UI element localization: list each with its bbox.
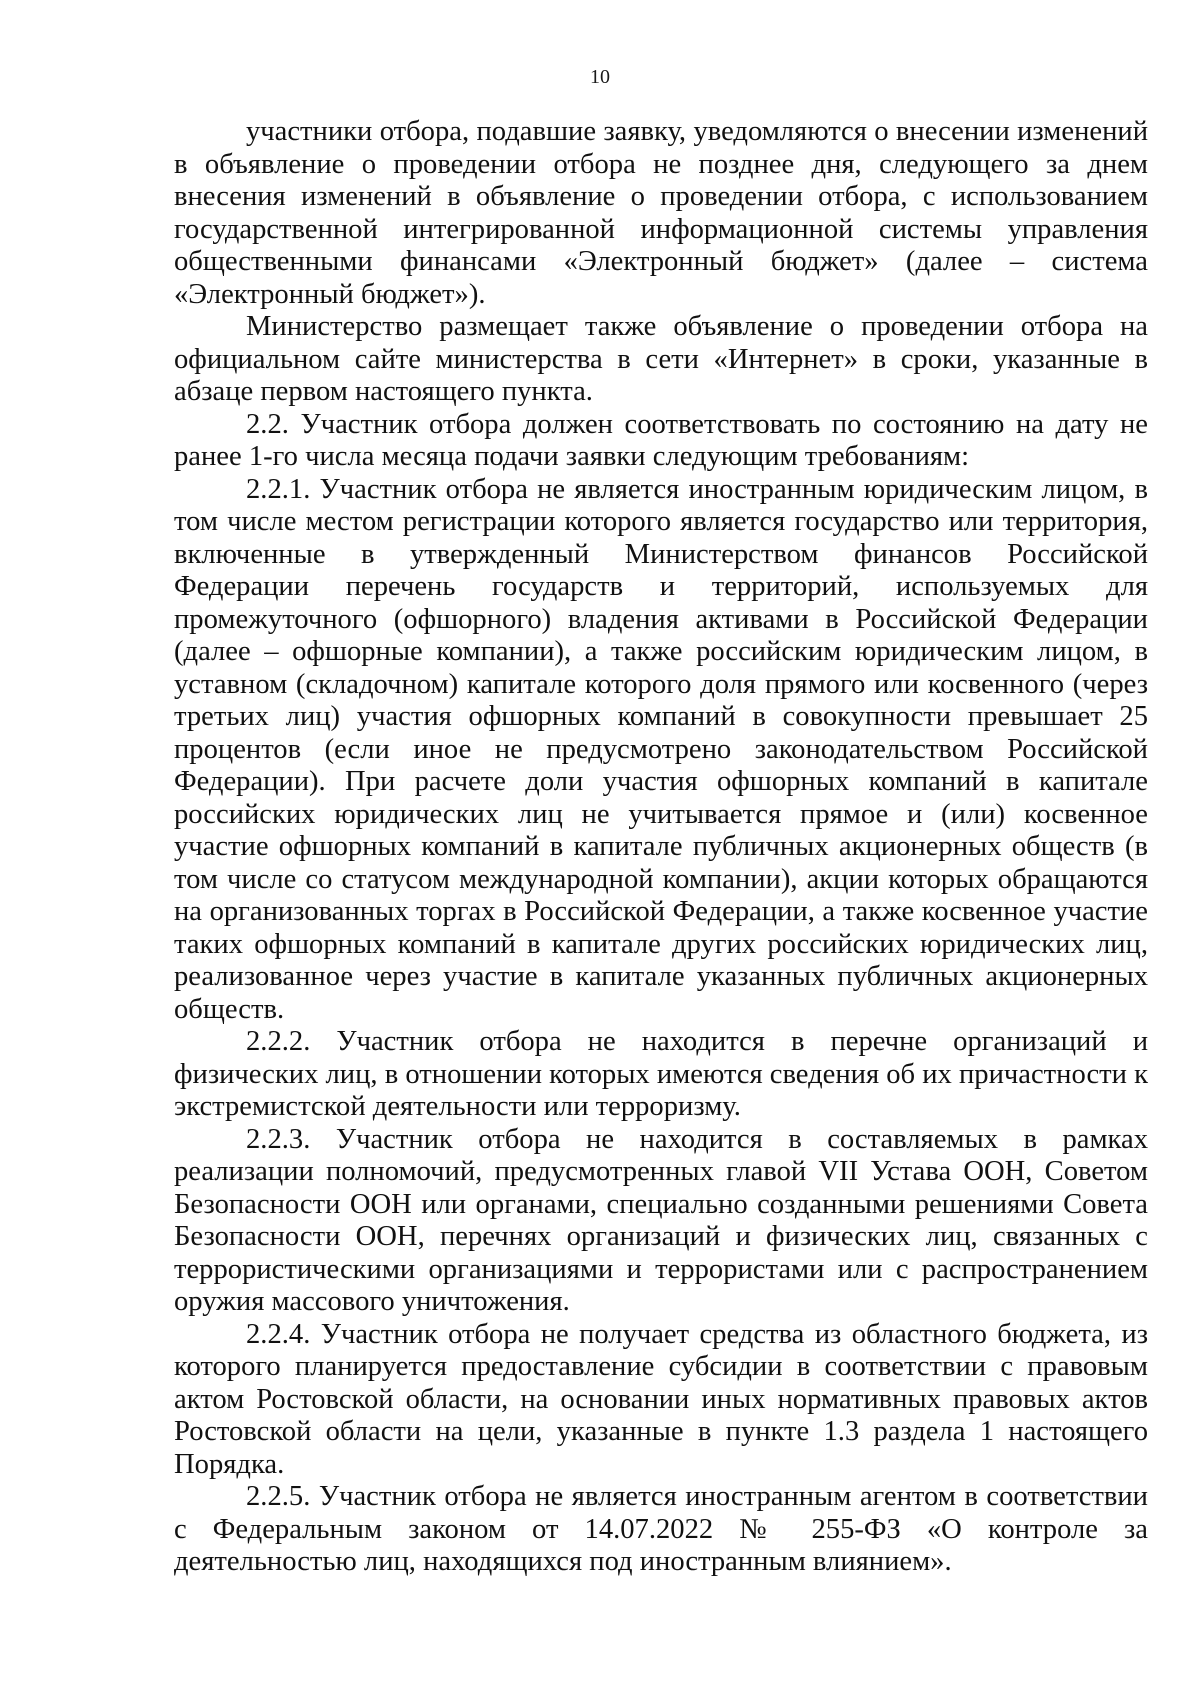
paragraph-2-2: 2.2. Участник отбора должен соответствовать по состоянию на дату не ранее 1-го числа месяца подачи заявки следующим требованиям: <box>174 408 1148 472</box>
document-body <box>174 116 1148 1579</box>
paragraph-notification: участники отбора, подавшие заявку, уведомляются о внесении изменений в объявление о проведении отбора не позднее дня, следующего за днем внесения изменений в объявление о проведении отбора, с использованием государственной интегрированной информационной системы управления общественными финансами «Электронный бюджет» (далее – система «Электронный бюджет»). <box>174 116 1148 310</box>
page-number: 10 <box>590 66 610 88</box>
paragraph-2-2-1: 2.2.1. Участник отбора не является иностранным юридическим лицом, в том числе местом регистрации которого является государство или территория, включенные в утвержденный Министерством финансов Российской Федерации перечень государств и территорий, используемых для промежуточного (офшорного) владения активами в Российской Федерации (далее – офшорные компании), а также российским юридическим лицом, в уставном (складочном) капитале которого доля прямого или косвенного (через третьих лиц) участия офшорных компаний в совокупности превышает 25 процентов (если иное не предусмотрено законодательством Российской Федерации). При расчете доли участия офшорных компаний в капитале российских юридических лиц не учитывается прямое и (или) косвенное участие офшорных компаний в капитале публичных акционерных обществ (в том числе со статусом международной компании), акции которых обращаются на организованных торгах в Российской Федерации, а также косвенное участие таких офшорных компаний в капитале других российских юридических лиц, реализованное через участие в капитале указанных публичных акционерных обществ. <box>174 473 1148 1025</box>
paragraph-ministry-publication: Министерство размещает также объявление о проведении отбора на официальном сайте министерства в сети «Интернет» в сроки, указанные в абзаце первом настоящего пункта. <box>174 311 1148 407</box>
paragraph-2-2-2: 2.2.2. Участник отбора не находится в перечне организаций и физических лиц, в отношении которых имеются сведения об их причастности к экстремистской деятельности или терроризму. <box>174 1026 1149 1122</box>
paragraph-2-2-5: 2.2.5. Участник отбора не является иностранным агентом в соответствии с Федеральным законом от 14.07.2022 № 255-ФЗ «О контроле за деятельностью лиц, находящихся под иностранным влиянием». <box>174 1481 1148 1577</box>
paragraph-2-2-4: 2.2.4. Участник отбора не получает средства из областного бюджета, из которого планируется предоставление субсидии в соответствии с правовым актом Ростовской области, на основании иных нормативных правовых актов Ростовской области на цели, указанные в пункте 1.3 раздела 1 настоящего Порядка. <box>174 1318 1148 1480</box>
paragraph-2-2-3: 2.2.3. Участник отбора не находится в составляемых в рамках реализации полномочий, предусмотренных главой VII Устава ООН, Советом Безопасности ООН или органами, специально созданными решениями Совета Безопасности ООН, перечнях организаций и физических лиц, связанных с террористическими организациями и террористами или с распространением оружия массового уничтожения. <box>174 1123 1148 1317</box>
